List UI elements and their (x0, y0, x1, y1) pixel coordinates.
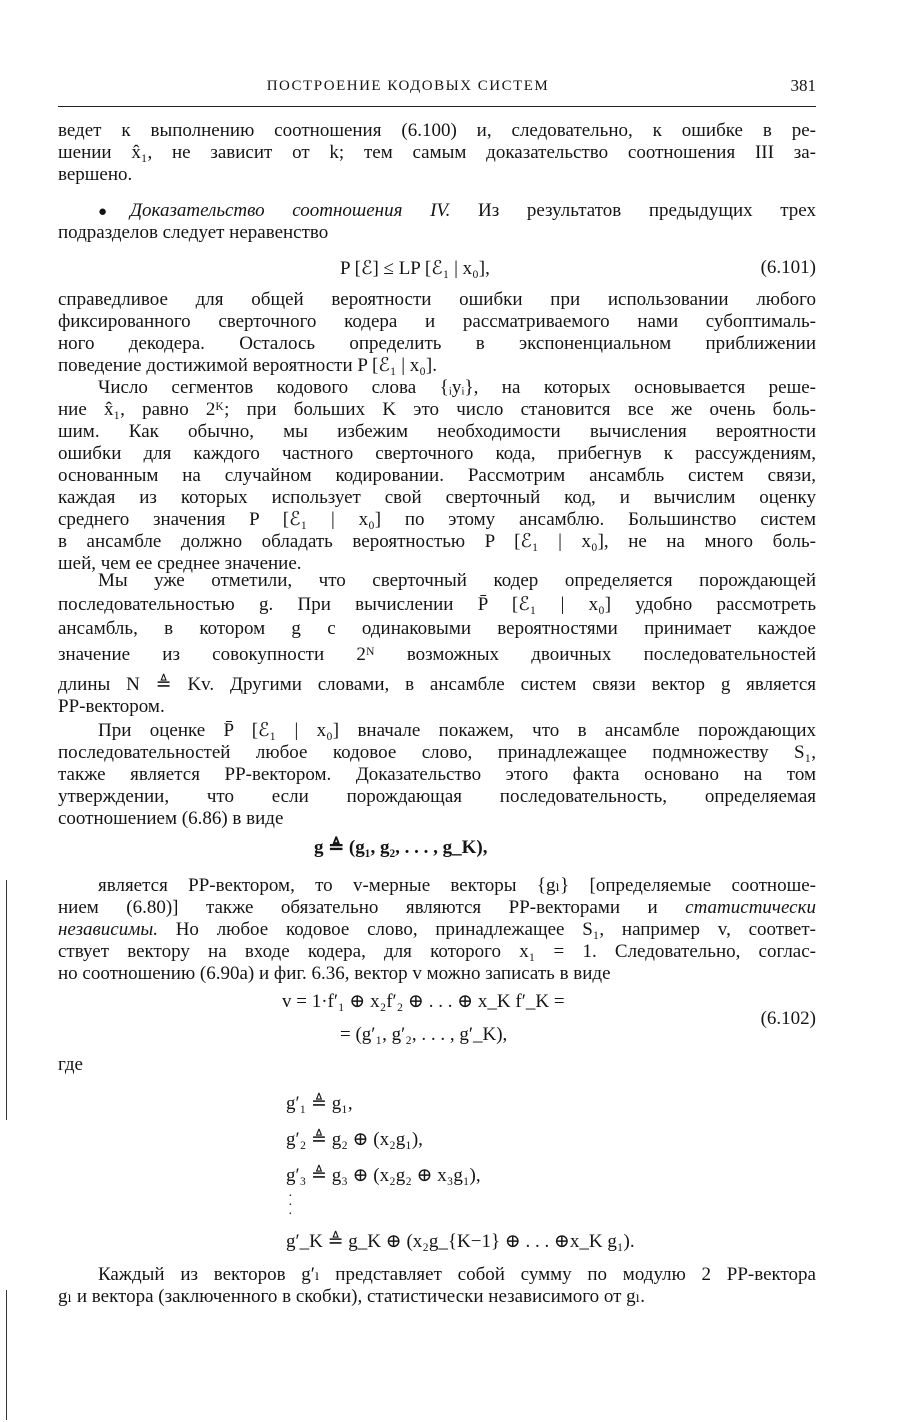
paragraph (58, 289, 816, 377)
text-line: основанным на случайном кодировании. Рассмотрим ансамбль систем связи, (58, 465, 816, 486)
text-line: Каждый из векторов g′ₗ представляет собой сумму по модулю 2 PP-вектора (98, 1264, 816, 1285)
definition-g1: g′₁ ≜ g₁, (286, 1093, 353, 1114)
equation-6-102-line1: v = 1·f′₁ ⊕ x₂f′₂ ⊕ . . . ⊕ x_K f′_K = (282, 991, 565, 1012)
equation-number: (6.101) (760, 257, 816, 278)
text-line: При оценке P̄ [ℰ₁ | x₀] вначале покажем, что в ансамбле порождающих (98, 720, 816, 741)
paragraph-continuation (58, 120, 816, 186)
definition-g3: g′₃ ≜ g₃ ⊕ (x₂g₂ ⊕ x₃g₁), (286, 1165, 481, 1186)
text-line: но соотношению (6.90a) и фиг. 6.36, вектор v можно записать в виде (58, 963, 611, 984)
text-line: соотношением (6.86) в виде (58, 808, 284, 829)
text-line: ние x̂₁, равно 2ᴷ; при больших K это число становится все же очень боль- (58, 399, 816, 420)
equation-number: (6.102) (760, 1008, 816, 1029)
paragraph (58, 570, 816, 718)
text-line: в ансамбле должно обладать вероятностью P [ℰ₁ | x₀], не на много боль- (58, 531, 816, 552)
paragraph (58, 875, 816, 985)
header-rule (58, 106, 816, 107)
equation-generator: g ≜ (g₁, g₂, . . . , g_K), (314, 837, 488, 858)
text-line: Число сегментов кодового слова {ᵢyᵢ}, на которых основывается реше- (98, 377, 816, 398)
text-line: фиксированного сверточного кодера и рассматриваемого нами субоптималь- (58, 311, 816, 332)
text-line: вершено. (58, 164, 133, 185)
text-line: шим. Как обычно, мы избежим необходимости вычисления вероятности (58, 421, 816, 442)
italic-phrase: статистически (685, 897, 816, 918)
bullet-icon: ● (98, 204, 130, 220)
text-line: ствует вектору на входе кодера, для которого x₁ = 1. Следовательно, соглас- (58, 941, 816, 962)
text-line: значение из совокупности 2ᴺ возможных двоичных последовательностей (58, 644, 816, 665)
proof-heading: Доказательство соотношения IV. (129, 200, 451, 221)
text-line: Мы уже отметили, что сверточный кодер определяется порождающей (98, 570, 816, 591)
text-line: шей, чем ее среднее значение. (58, 553, 302, 574)
page-number: 381 (790, 76, 816, 95)
text-line: справедливое для общей вероятности ошибки при использовании любого (58, 289, 816, 310)
margin-scan-rule (6, 1290, 7, 1420)
text-line: также является PP-вектором. Доказательство этого факта основано на том (58, 764, 816, 785)
paragraph (58, 720, 816, 830)
text-line: ошибки для каждого частного сверточного кода, прибегнув к рассуждениям, (58, 443, 816, 464)
margin-scan-rule (6, 880, 7, 1120)
text-line: последовательностей любое кодовое слово, принадлежащее подмножеству S₁, (58, 742, 816, 763)
definition-gK: g′_K ≜ g_K ⊕ (x₂g_{K−1} ⊕ . . . ⊕x_K g₁). (286, 1231, 635, 1252)
proof-heading-paragraph (58, 200, 816, 244)
text-line: среднего значения P [ℰ₁ | x₀] по этому ансамблю. Большинство систем (58, 509, 816, 530)
text-line: нием (6.80)] также обязательно являются PP-векторами и статистически (58, 897, 816, 918)
text-line: поведение достижимой вероятности P [ℰ₁ | x₀]. (58, 355, 437, 376)
text-line: gₗ и вектора (заключенного в скобки), статистически независимого от gₗ. (58, 1286, 646, 1307)
text-line: PP-вектором. (58, 696, 165, 717)
paragraph (58, 1264, 816, 1308)
text-line: каждая из которых использует свой сверточный код, и вычислим оценку (58, 487, 816, 508)
text-line: ного декодера. Осталось определить в экспоненциальном приближении (58, 333, 816, 354)
text-line (58, 200, 816, 222)
where-label: где (58, 1054, 83, 1075)
text-line: подразделов следует неравенство (58, 222, 329, 243)
italic-phrase: независимы. (58, 919, 158, 940)
text-line: последовательностью g. При вычислении P̄ [ℰ₁ | x₀] удобно рассмотреть (58, 594, 816, 615)
equation-6-102-line2: = (g′₁, g′₂, . . . , g′_K), (340, 1024, 508, 1045)
text-line: длины N ≜ Kv. Другими словами, в ансамбле систем связи вектор g является (58, 674, 816, 695)
equation-6-101: P [ℰ] ≤ LP [ℰ₁ | x₀], (340, 258, 490, 279)
text-line: ансамбль, в котором g с одинаковыми вероятностями принимает каждое (58, 618, 816, 639)
text-line: утверждении, что если порождающая последовательность, определяемая (58, 786, 816, 807)
text-line: независимы. Но любое кодовое слово, принадлежащее S₁, например v, соответ- (58, 919, 816, 940)
text-line: является PP-вектором, то v-мерные векторы {gₗ} [определяемые соотноше- (98, 875, 816, 896)
vertical-ellipsis: · · · (288, 1189, 293, 1222)
text-line: шении x̂₁, не зависит от k; тем самым доказательство соотношения III за- (58, 142, 816, 163)
definition-g2: g′₂ ≜ g₂ ⊕ (x₂g₁), (286, 1129, 423, 1150)
running-header: ПОСТРОЕНИЕ КОДОВЫХ СИСТЕМ (266, 78, 550, 94)
text-fragment: Из результатов предыдущих трех (477, 200, 816, 221)
paragraph (58, 377, 816, 575)
text-line: ведет к выполнению соотношения (6.100) и, следовательно, к ошибке в ре- (58, 120, 816, 141)
